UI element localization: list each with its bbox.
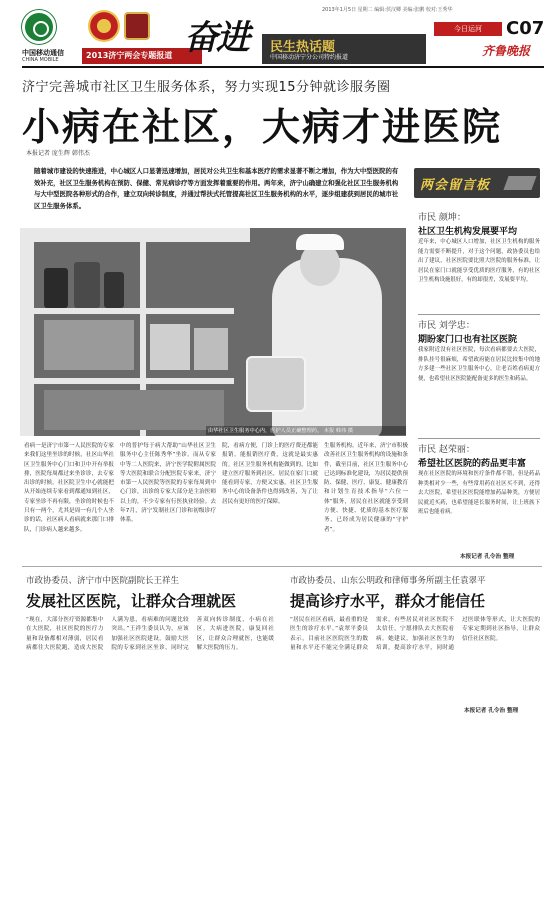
sidebar-item-title: 社区卫生机构发展要平均 bbox=[418, 227, 518, 237]
article-byline: 本报记者 庞生辉 韩伟杰 bbox=[26, 150, 90, 157]
sidebar-item-text: 现在社区医院的环境和医疗条件都不错，但是药品种类相对少一些，有些常用药在社区买不到，还得去大医院，希望社区医院能增加药品种类，方便居民就近买药，也希望能延长服务时间，让上班族下班后也能看病。 bbox=[418, 471, 540, 516]
masthead bbox=[22, 6, 544, 66]
medicine-boxes bbox=[44, 320, 134, 370]
sidebar-item-text: 近年来，中心城区人口增加，社区卫生机构的服务能力需要不断提升，对于这个问题，政协委员也给出了建议，社区医院要比照大医院的服务标准，让居民在家门口就能享受优质的医疗服务，有的社区卫生机构设施很好，有的却很差，发展要平均。 bbox=[418, 239, 540, 284]
hot-topic-title: 民生热话题 bbox=[270, 40, 336, 55]
bottom-left-kicker: 市政协委员、济宁市中医院副院长王祥生 bbox=[26, 576, 180, 586]
section-divider bbox=[22, 566, 542, 567]
article-column-3: 院，看病方便，门诊上的医疗费还都能报销。能报销医疗费，这就是最实惠的。社区卫生服务机构能做到的，比如建立医疗服务到社区，居民在家门口就能看到专家，方便又实惠，社区卫生服务中心的设备条件也得到改善，为了让居民有更好的医疗保障。 bbox=[222, 443, 318, 505]
bottom-left-text: “现在，大部分医疗资源都集中在大医院，社区医院的医疗力量和设备都相对薄弱，居民看病都往大医院跑，造成大医院人满为患，看病难的问题比较突出。”王祥生委员认为，应该加强社区医院建设，鼓励大医院的专家到社区坐诊，同时完善双向转诊制度，小病在社区，大病进医院，康复回社区，让群众合理就医，也能缓解大医院的压力。 bbox=[26, 617, 274, 651]
photo-caption: 由华社区卫生服务中心内，医护人员正确整理药。 本报 韩伟 摄 bbox=[206, 426, 406, 435]
sidebar-item-who: 市民 颜坤： bbox=[418, 213, 466, 223]
brush-calligraphy-title: 奋进 bbox=[184, 18, 248, 58]
medicine-bottle bbox=[44, 268, 68, 308]
medicine-box bbox=[150, 324, 190, 370]
bottom-right-headline: 提高诊疗水平，群众才能信任 bbox=[290, 592, 486, 610]
party-emblem-icon bbox=[124, 12, 150, 40]
article-column-4: 生服务机构。近年来，济宁市积极改善社区卫生服务机构的设施和条件，截至目前，社区卫生服务中心已达到标准化建设，为居民提供预防、保健、医疗、康复、健康教育和计划生育技术指导“六位一体”服务，居民在社区就能享受到方便、快捷、优质的基本医疗服务，已经成为居民健康的“守护者”。 bbox=[324, 443, 408, 533]
drawer-unit bbox=[44, 390, 224, 430]
bottom-right-author: 本报记者 孔令治 整理 bbox=[464, 708, 519, 714]
shelf-left bbox=[20, 242, 34, 436]
page-number: C07 bbox=[506, 18, 545, 39]
china-mobile-logo-icon bbox=[22, 10, 56, 44]
sidebar-item-text: 我家附近没有社区医院，每次看病都要去大医院，排队挂号很麻烦，希望政府能在居民比较集中的地方多建一些社区卫生服务中心，让老百姓看病更方便，也希望社区医院能配备更多的医生和药品。 bbox=[418, 347, 540, 382]
sidebar-item-title: 希望社区医院的药品更丰富 bbox=[418, 459, 527, 469]
medicine-bottle bbox=[74, 262, 100, 308]
sidebar-divider bbox=[418, 438, 540, 439]
medicine-box bbox=[194, 328, 228, 370]
logo-text-en: CHINA MOBILE bbox=[22, 57, 59, 63]
article-headline: 小病在社区，大病才进医院 bbox=[22, 104, 503, 149]
newspaper-name: 齐鲁晚报 bbox=[482, 44, 531, 58]
news-photo bbox=[20, 228, 406, 436]
shelf-top bbox=[20, 228, 250, 242]
special-report-banner: 2013济宁两会专题报道 bbox=[82, 48, 202, 64]
nurse-cap bbox=[296, 234, 344, 250]
section-label: 今日运河 bbox=[434, 22, 502, 36]
bottom-right-kicker: 市政协委员、山东公明政和律师事务所副主任袁翠平 bbox=[290, 576, 486, 586]
article-column-1: 看病一是济宁市第一人民医院的专家来我们这里坐诊的时候，社区山华社区卫生服务中心门口和卫中开有举报排，医院每周都过来坐诊诊，去专家出诊的时候，社区院卫生中心就能把从开始连续专家看到都通知到社区，专家坐诊不再有限，坐诊的时候也不只有一两个，尤其是周一有几个人坐诊的话，社区病人看病就来那门口排队，门诊病人越来越多。 bbox=[24, 443, 114, 533]
sidebar-item-who: 市民 赵荣丽： bbox=[418, 445, 475, 455]
hot-topic-bar bbox=[262, 34, 426, 64]
sidebar-divider bbox=[418, 314, 540, 315]
message-board-title: 两会留言板 bbox=[420, 178, 491, 193]
sidebar-item-who: 市民 刘学忠： bbox=[418, 321, 475, 331]
pen-icon bbox=[503, 176, 536, 190]
national-emblem-icon bbox=[88, 10, 120, 42]
sidebar-item-title: 期盼家门口也有社区医院 bbox=[418, 335, 518, 345]
shelf-mid bbox=[34, 308, 234, 314]
bottom-right-text: “居民在社区看病，最看重的是医生的诊疗水平。”袁翠平委员表示，目前社区医院医生的数量和水平还不能完全满足群众需求，有些居民对社区医院不太信任，宁愿排队去大医院看病。她建议，加强社区医生的培训，提高诊疗水平，同时通过医联体等形式，让大医院的专家定期到社区指导，让群众信任社区医院。 bbox=[290, 617, 540, 651]
medicine-bottle bbox=[104, 272, 124, 308]
edition-line: 2013年1月5日 星期二 编辑:侯汉卿 美编:张鹏 校对:王秀华 bbox=[322, 7, 453, 13]
masthead-rule bbox=[22, 66, 544, 68]
article-lead: 随着城市建设的快速推进，中心城区人口显著迅速增加，居民对公共卫生和基本医疗的需求显著不断之增加，作为大中型医院的有效补充，社区卫生服务机构在预防、保健、常见病诊疗等方面发挥着重要的作用。两年来，济宁山确建立和强化社区卫生服务机构与大中型医院各种形式的合作，建立双向转诊制度，并通过帮扶式托管提高社区卫生服务机构的水平，逐步组建获到居民的城市社区卫生服务体系。 bbox=[34, 167, 399, 210]
sidebar-author: 本报记者 孔令治 整理 bbox=[460, 554, 515, 560]
message-board-banner bbox=[414, 168, 540, 198]
article-kicker: 济宁完善城市社区卫生服务体系，努力实现15分钟就诊服务圈 bbox=[22, 80, 391, 95]
medicine-basket bbox=[246, 356, 306, 412]
article-column-2: 中的普护每于病大帮助“山华社区卫生服务中心主任陈秀华”坐诊。而从专家中等二人医院来，济宁医学院附属医院等大医院和联合分配医院专家来，济宁市第一人民医院等医院的专家每周到中心门诊，出诊的专家大部分是主治医师以上的，不少专家有行医执业经验。去年7月，济宁发制社区门诊和初级诊疗体系。 bbox=[120, 443, 216, 524]
hot-topic-subtitle: 中国移动济宁分公司特约报道 bbox=[270, 54, 349, 61]
bottom-left-headline: 发展社区医院，让群众合理就医 bbox=[26, 592, 237, 610]
logo-text-cn: 中国移动通信 bbox=[22, 49, 64, 57]
shelf-low bbox=[34, 378, 234, 384]
